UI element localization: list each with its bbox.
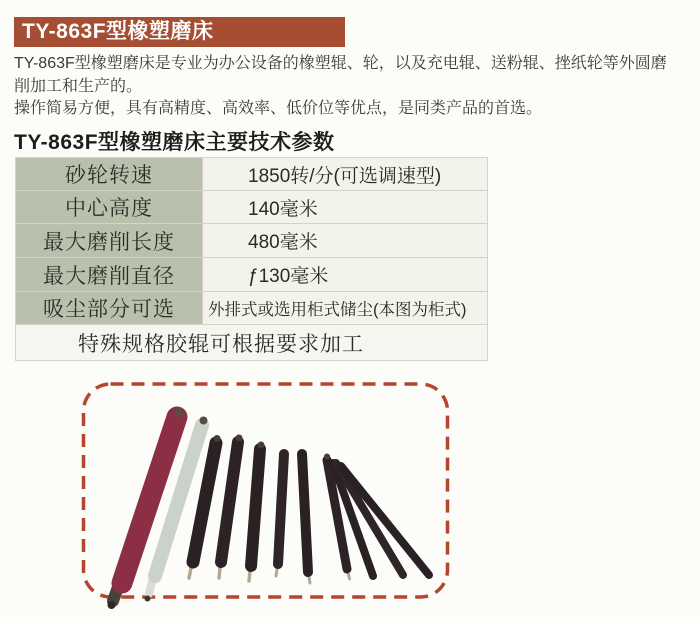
white-roller-ferrule [149, 582, 152, 594]
dark-roller-4 [278, 454, 284, 564]
spec-label: 最大磨削直径 [16, 258, 203, 292]
maroon-roller-tip [108, 601, 116, 609]
maroon-roller-knob [175, 408, 184, 417]
rollers-group [108, 408, 430, 609]
spec-label: 最大磨削长度 [16, 224, 203, 258]
fanned-roller-1-pin [349, 574, 350, 579]
spec-value: ƒ130毫米 [203, 258, 488, 292]
intro-paragraph-2: 操作简易方便，具有高精度、高效率、低价位等优点，是同类产品的首选。 [14, 100, 543, 117]
dark-roller-2 [221, 442, 238, 562]
table-row [16, 258, 488, 292]
dark-roller-3-pin [249, 571, 250, 581]
table-row [16, 224, 488, 258]
dark-roller-4-pin [276, 569, 277, 576]
spec-label: 中心高度 [16, 191, 203, 224]
intro-text [14, 53, 676, 121]
dark-roller-2-pin [219, 568, 220, 578]
dark-roller-3 [251, 449, 260, 566]
product-photo [70, 375, 460, 610]
spec-label: 砂轮转速 [16, 158, 203, 191]
dark-roller-1-knob [214, 435, 221, 442]
spec-table [15, 157, 488, 361]
spec-value: 外排式或选用柜式储尘(本图为柜式) [203, 292, 488, 325]
white-roller-tip [145, 596, 151, 602]
dark-roller-3-knob [258, 442, 265, 449]
dark-roller-2-knob [236, 435, 243, 442]
fanned-roller-1-knob [324, 454, 330, 460]
table-row [16, 292, 488, 325]
table-row [16, 191, 488, 224]
spec-label: 吸尘部分可选 [16, 292, 203, 325]
section-heading: TY-863F型橡塑磨床主要技术参数 [14, 131, 335, 154]
page-title: TY-863F型橡塑磨床 [14, 17, 345, 47]
maroon-roller [122, 417, 177, 583]
dark-roller-1-pin [189, 568, 191, 578]
white-roller-knob [200, 417, 208, 425]
spec-value: 1850转/分(可选调速型) [203, 158, 488, 191]
dark-roller-5-pin [309, 577, 310, 583]
table-row [16, 158, 488, 191]
intro-paragraph-1: TY-863F型橡塑磨床是专业为办公设备的橡塑辊、轮，以及充电辊、送粉辊、挫纸轮等外圆磨削加工和生产的。 [14, 55, 667, 95]
special-note: 特殊规格胶辊可根据要求加工 [16, 325, 488, 361]
spec-value: 140毫米 [203, 191, 488, 224]
spec-value: 480毫米 [203, 224, 488, 258]
dark-roller-5 [302, 454, 308, 572]
table-footer-row [16, 325, 488, 361]
rollers-photo-svg [70, 375, 460, 610]
